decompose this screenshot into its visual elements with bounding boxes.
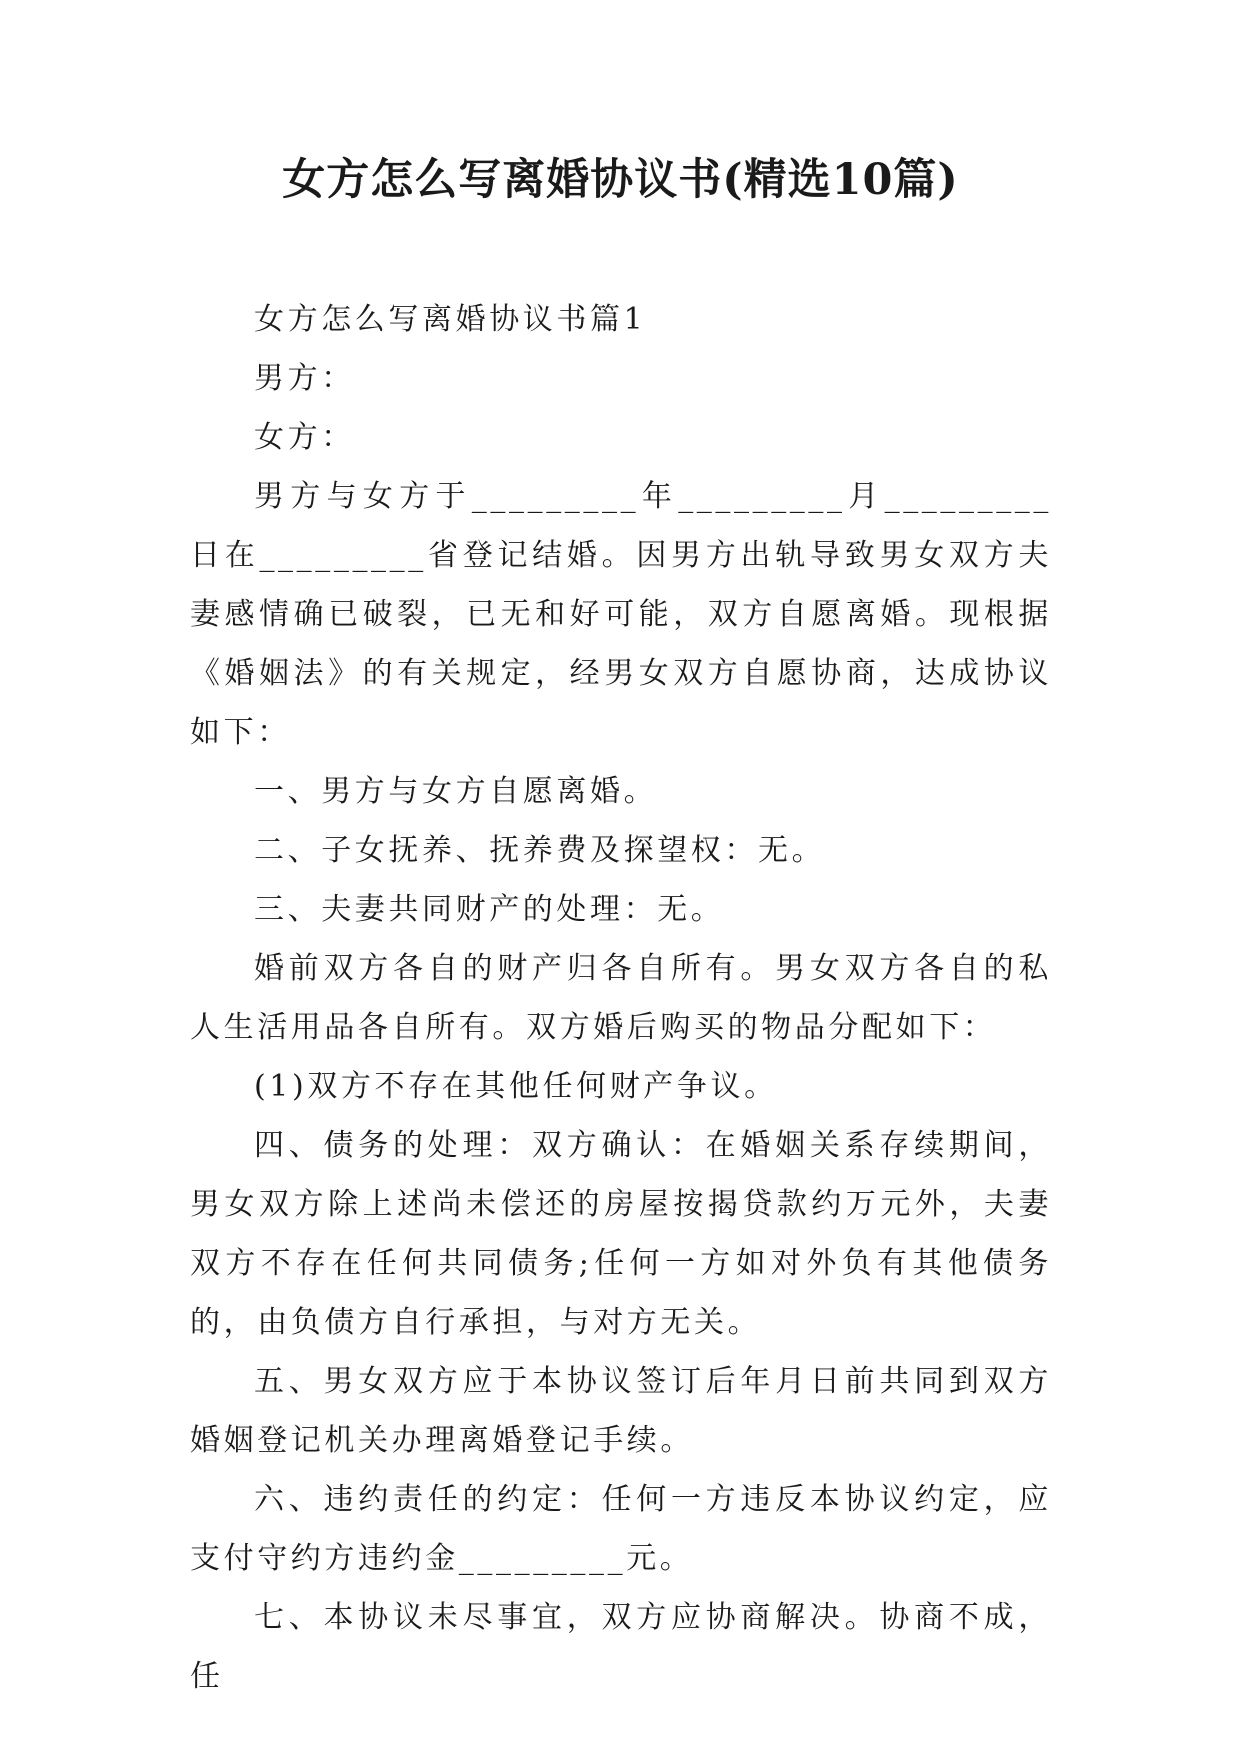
marriage-statement-paragraph: 男方与女方于_________年_________月_________日在_________省登记结婚。因男方出轨导致男女双方夫妻感情确已破裂，已无和好可能，双方自愿离婚。现根据《婚姻法》的有关规定，经男女双方自愿协商，达成协议如下： <box>190 479 1052 750</box>
clause-4: 四、债务的处理：双方确认：在婚姻关系存续期间，男女双方除上述尚未偿还的房屋按揭贷款约万元外，夫妻双方不存在任何共同债务;任何一方如对外负有其他债务的，由负债方自行承担，与对方无关。 <box>190 1128 1052 1340</box>
party-female-line: 女方： <box>254 420 355 455</box>
property-paragraph: 婚前双方各自的财产归各自所有。男女双方各自的私人生活用品各自所有。双方婚后购买的物品分配如下： <box>190 951 1052 1045</box>
clause-2: 二、子女抚养、抚养费及探望权：无。 <box>254 833 826 868</box>
clause-6: 六、违约责任的约定：任何一方违反本协议约定，应支付守约方违约金_________元。 <box>190 1482 1052 1576</box>
clause-5: 五、男女双方应于本协议签订后年月日前共同到双方婚姻登记机关办理离婚登记手续。 <box>190 1364 1052 1458</box>
clause-1: 一、男方与女方自愿离婚。 <box>254 774 658 809</box>
clause-7: 七、本协议未尽事宜，双方应协商解决。协商不成，任 <box>190 1600 1052 1694</box>
document-title: 女方怎么写离婚协议书(精选10篇) <box>282 155 959 205</box>
section-heading: 女方怎么写离婚协议书篇1 <box>254 302 647 337</box>
document-body <box>190 290 1052 1706</box>
clause-3: 三、夫妻共同财产的处理：无。 <box>254 892 725 927</box>
party-male-line: 男方： <box>254 361 355 396</box>
property-item-1: (1)双方不存在其他任何财产争议。 <box>254 1069 778 1104</box>
